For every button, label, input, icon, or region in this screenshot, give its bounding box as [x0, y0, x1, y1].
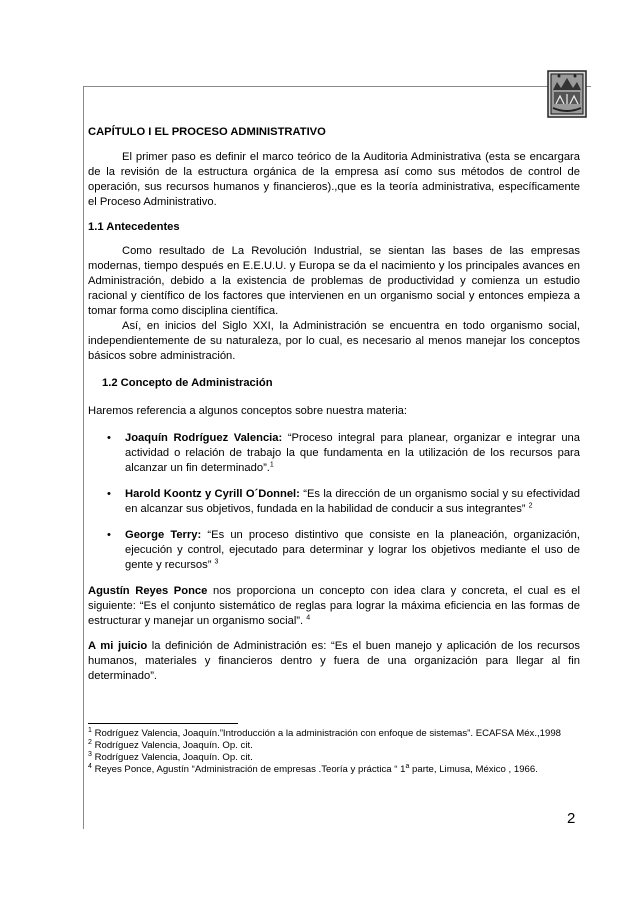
opinion-paragraph: [88, 639, 580, 684]
footnote-ref: 4: [306, 614, 311, 622]
page-number: 2: [567, 810, 576, 827]
page-frame-top: [83, 86, 591, 87]
chapter-title: CAPÍTULO I EL PROCESO ADMINISTRATIVO: [88, 126, 326, 138]
definition-text: “Es un proceso distintivo que consiste en la planeación, organización, ejecución y control, ejecutado para determinar y lograr los objetivos mediante el uso de gente y recursos”: [125, 529, 581, 571]
list-item: [88, 431, 580, 476]
list-item: [88, 487, 580, 517]
definition-author: Joaquín Rodríguez Valencia:: [125, 432, 283, 444]
opinion-label: A mi juicio: [88, 640, 148, 652]
footnote-superscript: a: [405, 762, 410, 770]
footnote-number: 4: [88, 762, 92, 770]
footnote-ref: 3: [214, 558, 219, 566]
footnote-number: 1: [88, 726, 92, 734]
definitions-list: [88, 431, 580, 573]
footnote-text: parte, Limusa, México , 1966.: [409, 764, 538, 775]
footnote-ref: 1: [269, 461, 274, 469]
institution-seal-icon: [547, 70, 587, 118]
section-title-antecedentes: 1.1 Antecedentes: [88, 221, 180, 233]
page-frame-left: [83, 86, 84, 829]
footnote: [88, 728, 580, 740]
document-body: [88, 125, 580, 684]
footnote-text: Rodríguez Valencia, Joaquín. Op. cit.: [94, 752, 253, 763]
footnotes: [88, 728, 580, 776]
intro-paragraph: El primer paso es definir el marco teórico de la Auditoria Administrativa (esta se encargara de la revisión de la estructura orgánica de la empresa así como sus métodos de control de operación, sus recursos humanos y financieros).,que es la teoría administrativa, específicamente el Proceso Administrativo.: [88, 151, 580, 208]
reyes-author: Agustín Reyes Ponce: [88, 585, 208, 597]
bullet-icon: •: [107, 488, 111, 500]
footnote-ref: 2: [528, 502, 533, 510]
bullet-icon: •: [107, 529, 111, 541]
definition-author: Harold Koontz y Cyrill O´Donnel:: [125, 488, 300, 500]
concepto-intro: Haremos referencia a algunos conceptos sobre nuestra materia:: [88, 405, 408, 417]
bullet-icon: •: [107, 432, 111, 444]
antecedentes-paragraph-1: Como resultado de La Revolución Industrial, se sientan las bases de las empresas modernas, tiempo después en E.E.U.U. y Europa se da el nacimiento y los principales avances en Administración, debido a la existencia de problemas de productividad y comienza un estudio racional y científico de los factores que intervienen en un organismo social y entonces empieza a tomar forma como disciplina científica.: [88, 245, 580, 317]
footnote-text: Rodríguez Valencia, Joaquín. Op. cit.: [94, 740, 253, 751]
reyes-paragraph: [88, 584, 580, 629]
footnote-number: 2: [88, 738, 92, 746]
opinion-text: la definición de Administración es: “Es el buen manejo y aplicación de los recursos humanos, materiales y financieros dentro y fuera de una organización para llegar al fin determinado”.: [88, 640, 580, 682]
definition-text: “Es la dirección de un organismo social y su efectividad en alcanzar sus objetivos, fundada en la habilidad de conducir a sus integrantes”: [125, 488, 580, 515]
footnote-number: 3: [88, 750, 92, 758]
footnote-text: Reyes Ponce, Agustín “Administración de empresas .Teoría y práctica “ 1: [94, 764, 406, 775]
footnote-divider: [88, 723, 238, 724]
list-item: [88, 528, 580, 573]
section-title-concepto: 1.2 Concepto de Administración: [102, 377, 273, 389]
footnote-text: Rodríguez Valencia, Joaquín.”Introducción a la administración con enfoque de sistemas”. ECAFSA Méx.,1998: [94, 728, 562, 739]
reyes-text: nos proporciona un concepto con idea clara y concreta, el cual es el siguiente: “Es el conjunto sistemático de reglas para lograr la máxima eficiencia en las formas de estructurar y manejar un organismo social”.: [88, 585, 580, 627]
definition-text: “Proceso integral para planear, organizar e integrar una actividad o relación de trabajo la que fundamenta en la utilización de los recursos para alcanzar un fin determinado”.: [125, 432, 580, 474]
footnote: [88, 764, 580, 776]
antecedentes-paragraph-2: Así, en inicios del Siglo XXI, la Administración se encuentra en todo organismo social, independientemente de su naturaleza, por lo cual, es necesario al menos manejar los conceptos básicos sobre administración.: [88, 320, 580, 362]
footnote: [88, 740, 580, 752]
footnote: [88, 752, 580, 764]
definition-author: George Terry:: [125, 529, 202, 541]
